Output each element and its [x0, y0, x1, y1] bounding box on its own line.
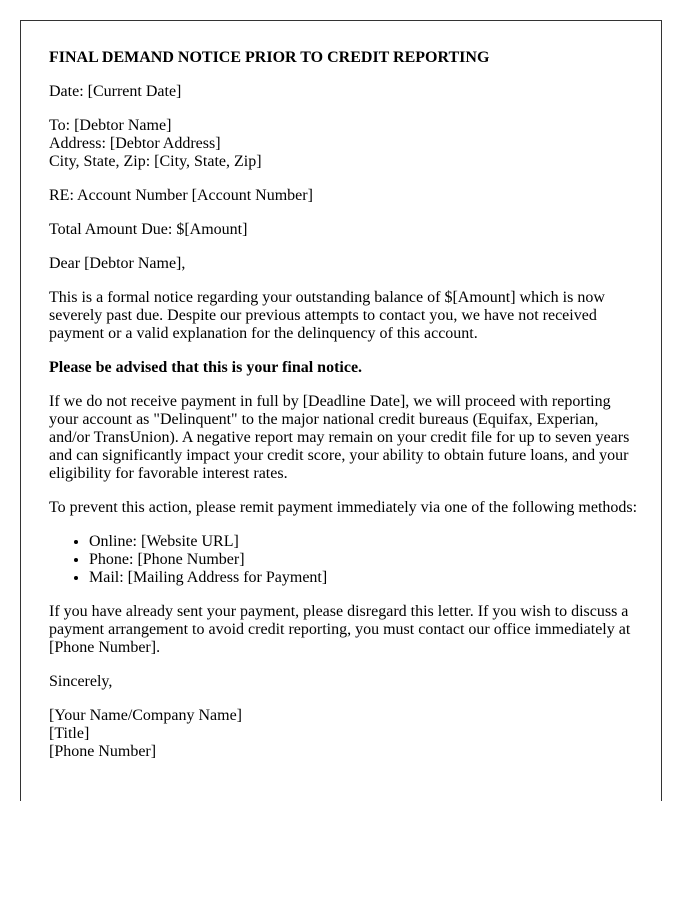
signature-name: [Your Name/Company Name] — [49, 707, 243, 724]
date-line: Date: [Current Date] — [49, 83, 182, 100]
signature-phone: [Phone Number] — [49, 743, 157, 760]
recipient-name: To: [Debtor Name] — [49, 117, 172, 134]
paragraph-payment: To prevent this action, please remit payment immediately via one of the following methods: — [49, 499, 638, 516]
payment-methods-list — [49, 533, 639, 587]
paragraph-consequences: If we do not receive payment in full by [Deadline Date], we will proceed with reporting your account as "Delinquent" to the major national credit bureaus (Equifax, Experian, and/or TransUnion). A negative report may remain on your credit file for up to seven years and can significantly impact your credit score, your ability to obtain future loans, and your eligibility for favorable interest rates. — [49, 393, 630, 482]
paragraph-intro: This is a formal notice regarding your outstanding balance of $[Amount] which is now severely past due. Despite our previous attempts to contact you, we have not received payment or a valid explanation for the delinquency of this account. — [49, 289, 605, 342]
recipient-city: City, State, Zip: [City, State, Zip] — [49, 153, 262, 170]
closing: Sincerely, — [49, 673, 113, 690]
signature-block — [49, 707, 639, 761]
paragraph-disregard: If you have already sent your payment, please disregard this letter. If you wish to discuss a payment arrangement to avoid credit reporting, you must contact our office immediately at [Phone Number]. — [49, 603, 631, 656]
list-item: • Phone: [Phone Number] — [89, 551, 639, 569]
salutation: Dear [Debtor Name], — [49, 255, 186, 272]
recipient-block — [49, 117, 639, 171]
list-item: • Mail: [Mailing Address for Payment] — [89, 569, 639, 587]
list-item: • Online: [Website URL] — [89, 533, 639, 551]
final-notice: Please be advised that this is your final notice. — [49, 359, 363, 376]
letter-title: FINAL DEMAND NOTICE PRIOR TO CREDIT REPORTING — [49, 49, 490, 66]
letter-page — [20, 20, 662, 801]
re-line: RE: Account Number [Account Number] — [49, 187, 313, 204]
total-due: Total Amount Due: $[Amount] — [49, 221, 248, 238]
recipient-address: Address: [Debtor Address] — [49, 135, 221, 152]
signature-title: [Title] — [49, 725, 90, 742]
